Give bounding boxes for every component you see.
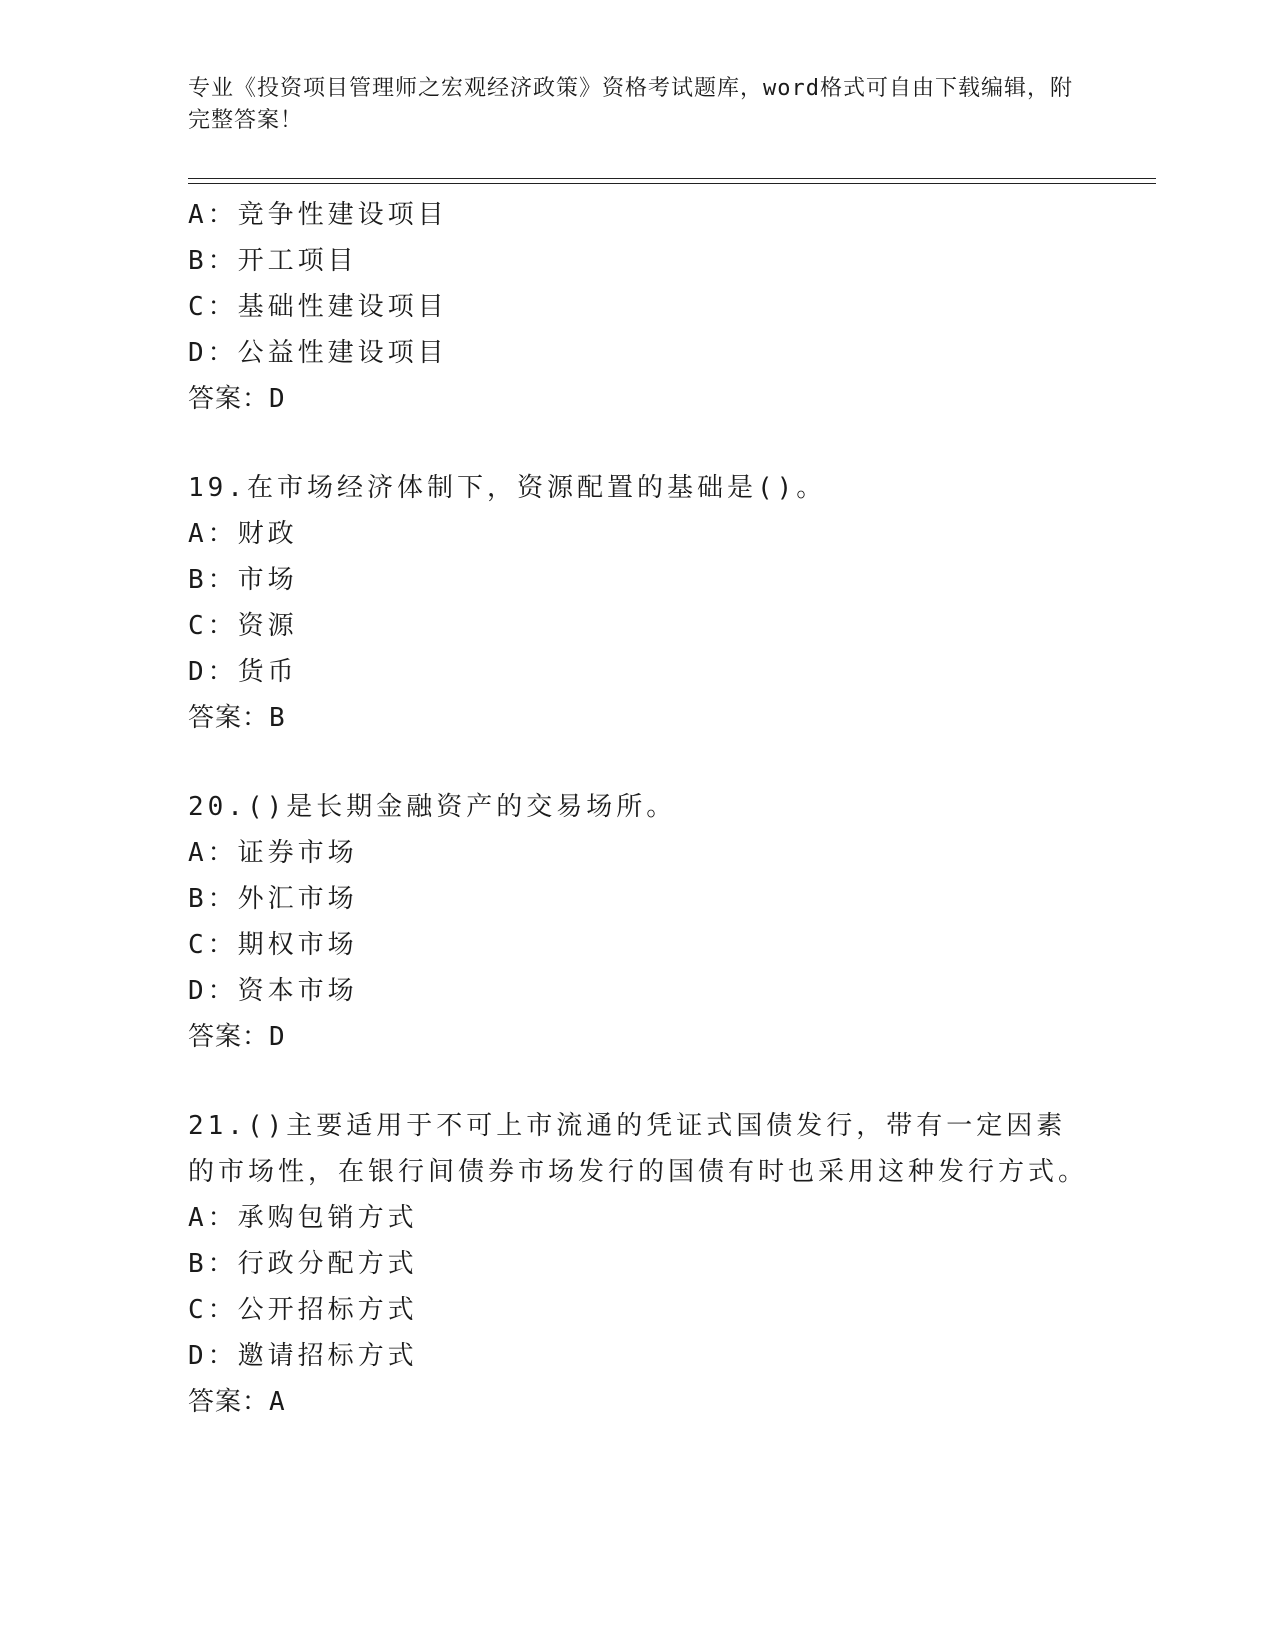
option-text: 资本市场 — [237, 976, 358, 1006]
answer-label: 答案： — [188, 1387, 270, 1417]
option-a — [188, 192, 1088, 238]
option-label: B： — [188, 884, 238, 914]
option-b — [188, 1241, 1088, 1287]
answer — [188, 1379, 1088, 1425]
question-block-18 — [188, 192, 1088, 422]
option-text: 行政分配方式 — [237, 1249, 418, 1279]
option-b — [188, 238, 1088, 284]
option-c — [188, 1287, 1088, 1333]
option-d — [188, 1333, 1088, 1379]
option-text: 市场 — [237, 565, 298, 595]
option-text: 资源 — [237, 611, 298, 641]
answer — [188, 695, 1088, 741]
option-text: 货币 — [237, 657, 298, 687]
question-block-21 — [188, 1103, 1088, 1425]
option-label: D： — [188, 976, 238, 1006]
option-d — [188, 649, 1088, 695]
header-rule-bottom — [188, 183, 1156, 184]
answer-value: B — [269, 703, 286, 733]
option-text: 财政 — [237, 519, 298, 549]
header-rule-top — [188, 178, 1156, 179]
option-c — [188, 922, 1088, 968]
option-label: B： — [188, 565, 238, 595]
option-label: C： — [188, 1295, 238, 1325]
option-label: C： — [188, 611, 238, 641]
question-list — [188, 192, 1088, 1425]
question-text: 19.在市场经济体制下，资源配置的基础是()。 — [188, 473, 827, 503]
option-d — [188, 330, 1088, 376]
option-text: 开工项目 — [237, 246, 358, 276]
option-text: 外汇市场 — [237, 884, 358, 914]
option-a — [188, 1195, 1088, 1241]
answer-value: D — [269, 1022, 286, 1052]
option-text: 证券市场 — [237, 838, 358, 868]
document-header: 专业《投资项目管理师之宏观经济政策》资格考试题库，word格式可自由下载编辑，附完整答案！ — [188, 76, 1073, 133]
option-b — [188, 557, 1088, 603]
answer-value: A — [269, 1387, 286, 1417]
option-label: B： — [188, 1249, 238, 1279]
option-text: 基础性建设项目 — [237, 292, 448, 322]
answer-label: 答案： — [188, 384, 270, 414]
option-c — [188, 603, 1088, 649]
question-text: 20.()是长期金融资产的交易场所。 — [188, 792, 677, 822]
option-label: D： — [188, 1341, 238, 1371]
option-label: A： — [188, 519, 238, 549]
option-label: D： — [188, 657, 238, 687]
option-d — [188, 968, 1088, 1014]
option-c — [188, 284, 1088, 330]
option-label: A： — [188, 200, 238, 230]
answer — [188, 1014, 1088, 1060]
option-text: 邀请招标方式 — [237, 1341, 418, 1371]
option-text: 承购包销方式 — [237, 1203, 418, 1233]
option-label: A： — [188, 838, 238, 868]
option-label: C： — [188, 930, 238, 960]
question-block-19 — [188, 465, 1088, 741]
question-block-20 — [188, 784, 1088, 1060]
option-text: 期权市场 — [237, 930, 358, 960]
option-label: B： — [188, 246, 238, 276]
answer-value: D — [269, 384, 286, 414]
option-a — [188, 830, 1088, 876]
answer — [188, 376, 1088, 422]
option-text: 公开招标方式 — [237, 1295, 418, 1325]
option-text: 公益性建设项目 — [237, 338, 448, 368]
option-text: 竞争性建设项目 — [237, 200, 448, 230]
answer-label: 答案： — [188, 703, 270, 733]
option-label: A： — [188, 1203, 238, 1233]
option-b — [188, 876, 1088, 922]
option-label: C： — [188, 292, 238, 322]
answer-label: 答案： — [188, 1022, 270, 1052]
option-a — [188, 511, 1088, 557]
option-label: D： — [188, 338, 238, 368]
question-text: 21.()主要适用于不可上市流通的凭证式国债发行，带有一定因素的市场性，在银行间债券市场发行的国债有时也采用这种发行方式。 — [188, 1111, 1089, 1187]
